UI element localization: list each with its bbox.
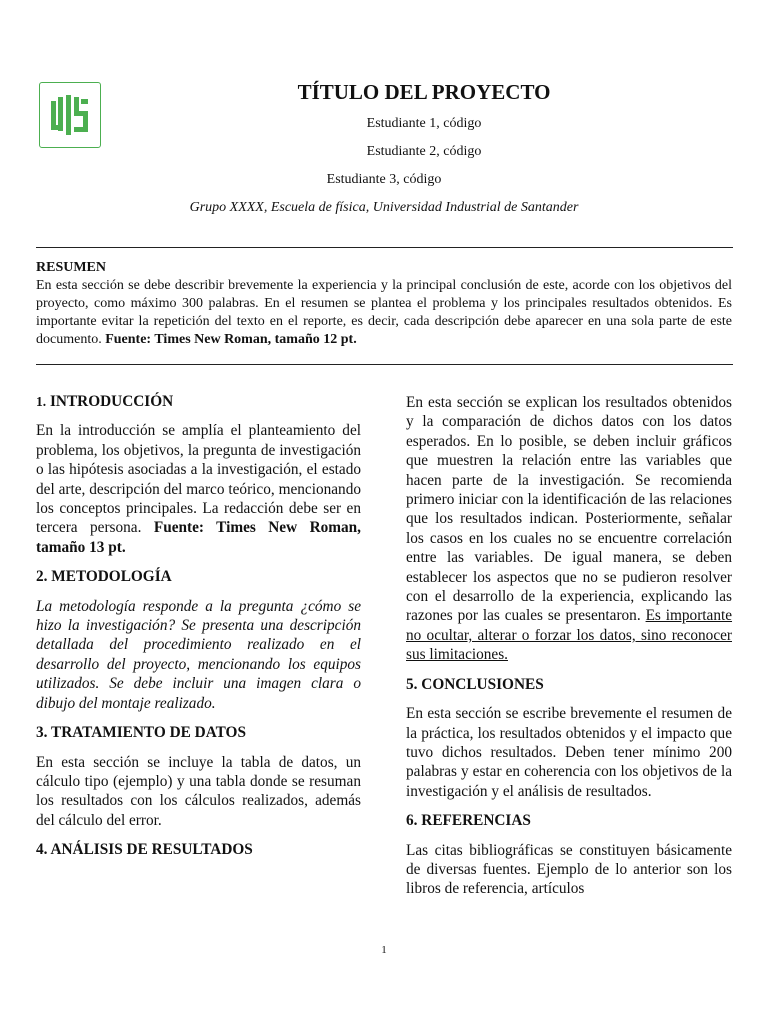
analysis-body: En esta sección se explican los resultados obtenidos y la comparación de dichos datos con los datos esperados. En lo posible, se deben incluir gráficos que muestren la relación entre las variables que hacen parte de la investigación. Se recomienda primero iniciar con la identificación de las relaciones que los resultados indican. Posteriormente, señalar los casos en los cuales no se encuentre correlación entre las variables. De igual manera, se deben establecer los aspectos que no se pudieron resolver con el desarrollo de la experiencia, explicando las razones por las cuales se presentaron. [406,394,732,625]
intro-heading-text: INTRODUCCIÓN [49,393,174,410]
conclusions-paragraph: En esta sección se escribe brevemente el resumen de la práctica, los resultados obtenidos y el impacto que tuvo dichos resultados. Deben tener mínimo 200 palabras y estar en coherencia con los objetivos de la investigación y el análisis de resultados. [406,705,732,800]
page-number: 1 [381,944,387,956]
right-column [406,393,732,899]
section-heading-introduction [36,392,361,411]
intro-number: 1. [36,394,47,409]
intro-body: En la introducción se amplía el planteamiento del problema, los objetivos, la pregunta de investigación o las hipótesis asociadas a la investigación, el estado del arte, descripción del marco teórico, mencionando los conceptos principales. La redacción debe ser en tercera persona. [36,422,361,537]
group-affiliation: Grupo XXXX, Escuela de física, Universidad Industrial de Santander [189,200,579,215]
divider-bottom [36,364,733,365]
abstract-text: En esta sección se debe describir brevemente la experiencia y la principal conclusión de este, acorde con los objetivos del proyecto, como máximo 300 palabras. En el resumen se plantea el problema y los principales resultados obtenidos. Es importante evitar la repetición del texto en el reporte, es decir, cada descripción debe aparecer en una sola parte de este documento. [36,278,732,347]
section-heading-analysis: 4. ANÁLISIS DE RESULTADOS [36,841,253,859]
section-heading-methodology: 2. METODOLOGÍA [36,568,172,586]
student-3: Estudiante 3, código [326,172,442,187]
abstract-heading: RESUMEN [36,260,107,275]
intro-paragraph [36,421,361,557]
divider-top [36,247,733,248]
methodology-paragraph: La metodología responde a la pregunta ¿cómo se hizo la investigación? Se presenta una descripción detallada del procedimiento realizado en el desarrollo del proyecto, mencionando los equipos utilizados. Se debe incluir una imagen clara o dibujo del montaje realizado. [36,597,361,712]
analysis-underlined: Es importante no ocultar, alterar o forzar los datos, sino reconocer sus limitaciones. [406,607,733,664]
left-column [36,392,361,860]
student-1: Estudiante 1, código [366,116,482,131]
document-title: TÍTULO DEL PROYECTO [297,80,551,104]
section-heading-references: 6. REFERENCIAS [406,812,531,830]
abstract-body [36,277,732,349]
data-treatment-paragraph: En esta sección se incluye la tabla de datos, un cálculo tipo (ejemplo) y una tabla donde se resuman los resultados con los cálculos realizados, además del cálculo del error. [36,753,361,829]
student-2: Estudiante 2, código [366,144,482,159]
abstract-section [36,259,732,349]
references-paragraph: Las citas bibliográficas se constituyen básicamente de diversas fuentes. Ejemplo de lo anterior son los libros de referencia, artículos [406,841,732,898]
abstract-font-note: Fuente: Times New Roman, tamaño 12 pt. [105,332,357,347]
section-heading-conclusions: 5. CONCLUSIONES [406,675,544,693]
analysis-paragraph [406,393,732,665]
intro-font-note: Fuente: Times New Roman, tamaño 13 pt. [36,519,361,556]
section-heading-data-treatment: 3. TRATAMIENTO DE DATOS [36,724,246,742]
